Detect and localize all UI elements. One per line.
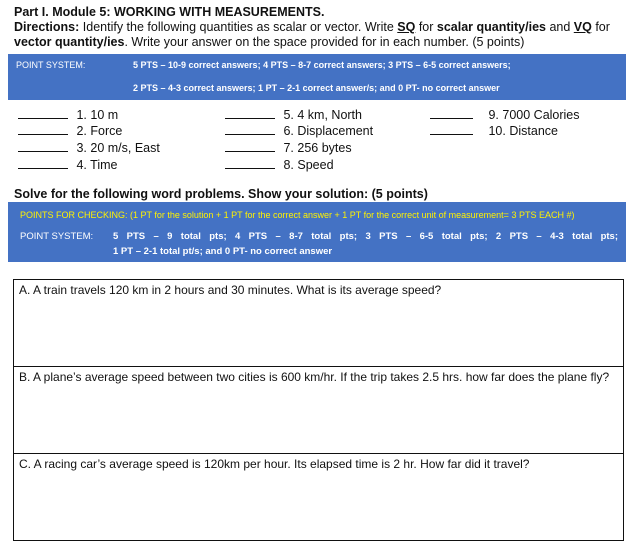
checking-criteria: POINTS FOR CHECKING: (1 PT for the solution + 1 PT for the correct answer + 1 PT for the correct unit of measurement= 3 PTS EACH #) <box>20 210 575 220</box>
answer-blank[interactable] <box>225 107 275 119</box>
problem-text: B. A plane’s average speed between two cities is 600 km/hr. If the trip takes 2.5 hrs. how far does the plane fly? <box>19 370 610 384</box>
directions-text: and <box>545 20 574 34</box>
item-label: 10. Distance <box>488 124 558 138</box>
answer-blank[interactable] <box>18 123 68 135</box>
problem-row[interactable] <box>14 367 623 454</box>
point-system-line-2: 1 PT – 2-1 total pt/s; and 0 PT- no correct answer <box>113 246 333 257</box>
item-label: 8. Speed <box>283 158 334 172</box>
item-label: 6. Displacement <box>283 124 374 138</box>
list-item[interactable] <box>225 123 373 138</box>
point-system-line-1: 5 PTS – 9 total pts; 4 PTS – 8-7 total pts; 3 PTS – 6-5 total pts; 2 PTS – 4-3 total pts; <box>113 231 618 242</box>
list-item[interactable] <box>18 123 122 138</box>
answer-blank[interactable] <box>225 140 275 152</box>
point-system-label: POINT SYSTEM: <box>20 231 94 242</box>
point-system-line-1: 5 PTS – 10-9 correct answers; 4 PTS – 8-7 correct answers; 3 PTS – 6-5 correct answers; <box>133 60 511 70</box>
problem-text: A. A train travels 120 km in 2 hours and 30 minutes. What is its average speed? <box>19 283 442 297</box>
item-label: 9. 7000 Calories <box>488 108 580 122</box>
list-item[interactable] <box>225 140 352 155</box>
answer-blank[interactable] <box>225 157 275 169</box>
answer-blank[interactable] <box>18 107 68 119</box>
section-title: Solve for the following word problems. Show your solution: (5 points) <box>14 187 428 201</box>
problem-table <box>13 279 624 541</box>
list-item[interactable] <box>18 107 118 122</box>
list-item[interactable] <box>430 107 580 122</box>
item-label: 7. 256 bytes <box>283 141 352 155</box>
list-item[interactable] <box>430 123 558 138</box>
vq-code: VQ <box>573 20 592 34</box>
answer-blank[interactable] <box>430 107 473 119</box>
point-system-label: POINT SYSTEM: <box>16 60 86 70</box>
point-system-line-2: 2 PTS – 4-3 correct answers; 1 PT – 2-1 correct answer/s; and 0 PT- no correct answer <box>133 83 500 93</box>
directions-text: Identify the following quantities as scalar or vector. Write <box>79 20 398 34</box>
scoring-box <box>8 202 626 262</box>
problem-row[interactable] <box>14 280 623 367</box>
item-label: 2. Force <box>76 124 123 138</box>
item-label: 1. 10 m <box>76 108 119 122</box>
list-item[interactable] <box>18 157 117 172</box>
directions-text: for <box>591 20 610 34</box>
point-system-box <box>8 54 626 100</box>
item-label: 5. 4 km, North <box>283 108 362 122</box>
item-label: 3. 20 m/s, East <box>76 141 160 155</box>
page-title: Part I. Module 5: WORKING WITH MEASUREMENTS. <box>14 5 325 19</box>
directions-text: . Write your answer on the space provided for in each number. (5 points) <box>124 35 525 49</box>
problem-row[interactable] <box>14 454 623 540</box>
answer-blank[interactable] <box>18 157 68 169</box>
answer-blank[interactable] <box>18 140 68 152</box>
directions-label: Directions: <box>14 20 80 34</box>
list-item[interactable] <box>225 157 334 172</box>
list-item[interactable] <box>225 107 362 122</box>
vector-term: vector quantity/ies <box>14 35 125 49</box>
directions <box>14 20 622 50</box>
item-label: 4. Time <box>76 158 118 172</box>
list-item[interactable] <box>18 140 160 155</box>
answer-blank[interactable] <box>225 123 275 135</box>
sq-code: SQ <box>397 20 416 34</box>
directions-text: for <box>415 20 437 34</box>
problem-text: C. A racing car’s average speed is 120km per hour. Its elapsed time is 2 hr. How far did it travel? <box>19 457 530 471</box>
answer-blank[interactable] <box>430 123 473 135</box>
scalar-term: scalar quantity/ies <box>436 20 546 34</box>
